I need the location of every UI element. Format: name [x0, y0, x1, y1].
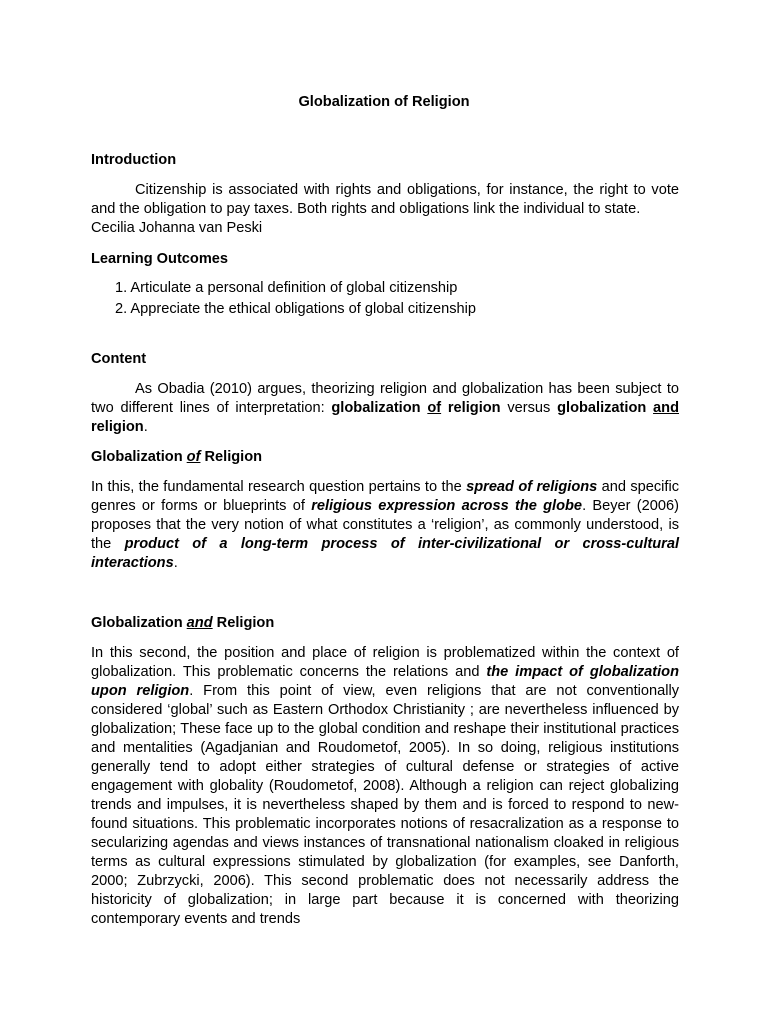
content-heading: Content — [91, 351, 147, 367]
emphasis-product-of-process: product of a long-term process of inter-civilizational or cross-cultural interactions — [91, 536, 679, 571]
content-text-2: versus — [500, 400, 558, 416]
and-section-paragraph — [91, 644, 679, 929]
heading-emphasis-of: of — [186, 449, 201, 465]
term-part: religion — [91, 419, 144, 435]
introduction-paragraph — [91, 181, 679, 238]
learning-outcomes-heading: Learning Outcomes — [91, 251, 229, 267]
learning-outcome-item-2: 2. Appreciate the ethical obligations of global citizenship — [115, 301, 477, 317]
and-section-heading — [91, 615, 679, 631]
emphasis-spread-of-religions: spread of religions — [466, 479, 598, 495]
of-section-heading — [91, 449, 679, 465]
term-underlined-and: and — [653, 400, 679, 416]
paragraph-text: and specific genres or forms or blueprints of — [91, 479, 680, 514]
content-paragraph — [91, 380, 679, 437]
heading-part: Religion — [200, 449, 263, 465]
of-section-paragraph — [91, 478, 679, 573]
heading-part: Globalization — [91, 615, 187, 631]
emphasis-religious-expression: religious expression across the globe — [311, 498, 583, 514]
term-globalization-of-religion — [331, 400, 500, 416]
paragraph-text: . — [173, 555, 178, 571]
introduction-text: Citizenship is associated with rights and obligations, for instance, the right to vote and the obligation to pay taxes. Both rights and obligations link the individual to state. — [91, 182, 679, 217]
paragraph-text: . From this point of view, even religions that are not conventionally considered ‘global’ such as Eastern Orthodox Christianity ; are nevertheless influenced by globalization; These face up to the global condition and reshape their institutional practices and mentalities (Agadjanian and Roudometof, 2005). In so doing, religious institutions generally tend to adopt either strategies of cultural defense or strategies of active engagement with globality (Roudometof, 2008). Although a religion can reject globalizing trends and impulses, it is nevertheless shaped by them and is forced to respond to new-found situations. This problematic incorporates notions of resacralization as a response to secularizing agendas and views instances of transnational nationalism cloaked in religious terms as cultural expressions stimulated by globalization (for examples, see Danforth, 2000; Zubrzycki, 2006). This second problematic does not necessarily address the historicity of globalization; in large part because it is concerned with theorizing contemporary events and trends — [91, 683, 679, 927]
heading-part: Religion — [212, 615, 275, 631]
paragraph-text: In this, the fundamental research question pertains to the — [91, 479, 467, 495]
term-underlined-of: of — [427, 400, 442, 416]
introduction-heading: Introduction — [91, 152, 177, 168]
paragraph-text: In this second, the position and place of religion is problematized within the context of globalization. This problematic concerns the relations and — [91, 645, 679, 680]
document-title: Globalization of Religion — [298, 94, 470, 110]
content-text-1: As Obadia (2010) argues, theorizing religion and globalization has been subject to two different lines of interpretation: — [91, 381, 679, 416]
content-text-3: . — [143, 419, 148, 435]
introduction-author: Cecilia Johanna van Peski — [91, 220, 263, 236]
heading-emphasis-and: and — [186, 615, 213, 631]
term-part: globalization — [557, 400, 654, 416]
heading-part: Globalization — [91, 449, 187, 465]
learning-outcome-item-1: 1. Articulate a personal definition of global citizenship — [115, 280, 458, 296]
term-part: religion — [441, 400, 501, 416]
term-part: globalization — [331, 400, 428, 416]
emphasis-impact-of-globalization: the impact of globalization upon religion — [91, 664, 680, 699]
paragraph-text: . Beyer (2006) proposes that the very notion of what constitutes a ‘religion’, as commonly understood, is the — [91, 498, 679, 552]
